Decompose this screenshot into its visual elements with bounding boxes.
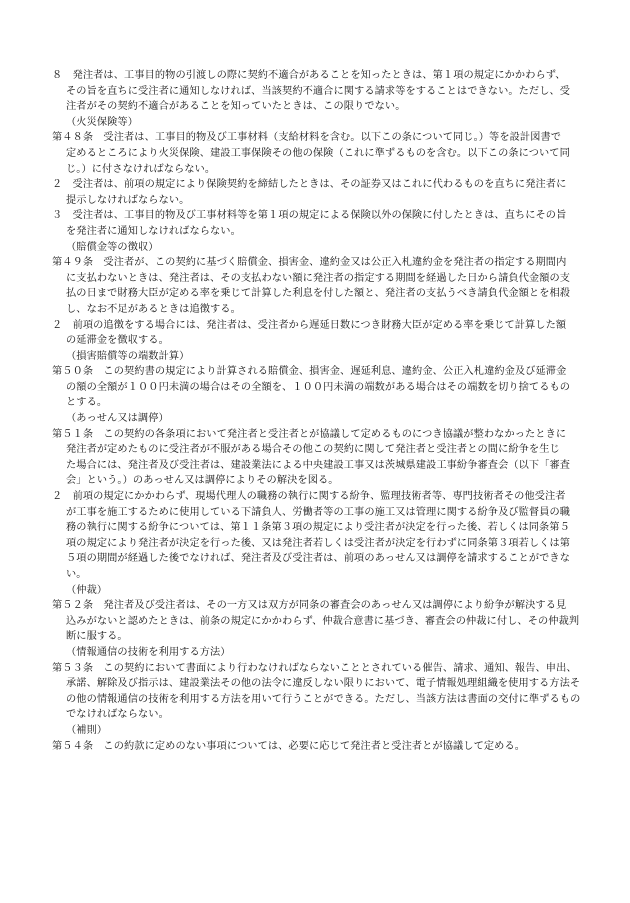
text-line: その旨を直ちに受注者に通知しなければ、当該契約不適合に関する請求等をすることはできない。ただし、受	[66, 85, 571, 97]
text-line: 断に服する。	[66, 631, 128, 643]
article-49-heading: （賠償金等の徴収）	[66, 241, 159, 253]
text-line: ５項の期間が経過した後でなければ、発注者及び受注者は、前項のあっせん又は調停を請求することができな	[66, 553, 570, 565]
text-line: の延滞金を徴収する。	[66, 335, 169, 347]
text-line: 第５３条 この契約において書面により行わなければならないこととされている催告、請求、通知、報告、申出、	[52, 662, 577, 674]
text-line: 第４８条 受注者は、工事目的物及び工事材料（支給材料を含む。以下この条について同じ。）等を設計図書で	[52, 132, 562, 144]
text-line: とする。	[66, 397, 108, 409]
text-line: の額の全額が１００円未満の場合はその全額を、１００円未満の端数がある場合はその端数を切り捨てるもの	[66, 381, 571, 393]
text-line: じ。）に付さなければならない。	[66, 163, 216, 175]
article-51	[52, 427, 592, 489]
text-line: 第５２条 発注者及び受注者は、その一方又は双方が同条の審査会のあっせん又は調停により紛争が解決する見	[52, 600, 567, 612]
article-49-2	[52, 318, 592, 349]
text-line: ３ 受注者は、工事目的物及び工事材料等を第１項の規定による保険以外の保険に付したときは、直ちにその旨	[52, 210, 567, 222]
text-line: 払の日まで財務大臣が定める率を乗じて計算した利息を付した額と、発注者の支払うべき請負代金額とを相殺	[66, 288, 571, 300]
text-line: ８ 発注者は、工事目的物の引渡しの際に契約不適合があることを知ったときは、第１項の規定にかかわらず、	[52, 70, 566, 81]
text-line: 項の規定により発注者が決定を行った後、又は発注者若しくは受注者が決定を行わずに同条第３項若しくは第	[66, 537, 571, 549]
article-52-heading: （仲裁）	[66, 584, 108, 596]
article-54-heading: （補則）	[66, 724, 108, 736]
article-53	[52, 661, 592, 723]
article-53-heading: （情報通信の技術を利用する方法）	[66, 646, 231, 658]
text-line: 第４９条 受注者が、この契約に基づく賠償金、損害金、違約金又は公正入札違約金を発注者の指定する期間内	[52, 257, 567, 269]
article-50	[52, 364, 592, 411]
text-line: を発注者に通知しなければならない。	[66, 225, 241, 237]
text-line: 会」という。）のあっせん又は調停によりその解決を図る。	[66, 475, 339, 487]
article-51-2	[52, 489, 592, 583]
text-line: 込みがないと認めたときは、前条の規定にかかわらず、仲裁合意書に基づき、審査会の仲裁に付し、その仲裁判	[66, 615, 580, 627]
text-line: が工事を施工するために使用している下請負人、労働者等の工事の施工又は管理に関する紛争及び監督員の職	[66, 506, 571, 518]
article-51-heading: （あっせん又は調停）	[66, 413, 169, 425]
text-line: ２ 前項の追徴をする場合には、発注者は、受注者から遅延日数につき財務大臣が定める率を乗じて計算した額	[52, 319, 567, 331]
text-line: た場合には、発注者及び受注者は、建設業法による中央建設工事又は茨城県建設工事紛争審査会（以下「審査	[66, 459, 571, 471]
document-body	[52, 68, 592, 754]
article-48	[52, 130, 592, 177]
article-48-heading: （火災保険等）	[66, 116, 139, 128]
clause-48-8	[52, 68, 592, 115]
text-line: でなければならない。	[66, 709, 169, 721]
article-54	[52, 739, 592, 755]
text-line: 定めるところにより火災保険、建設工事保険その他の保険（これに準ずるものを含む。以下この条について同	[66, 147, 570, 159]
article-52	[52, 598, 592, 645]
text-line: 提示しなければならない。	[66, 194, 190, 206]
text-line: の他の情報通信の技術を利用する方法を用いて行うことができる。ただし、当該方法は書面の交付に準ずるもの	[66, 693, 581, 705]
article-48-3	[52, 208, 592, 239]
text-line: 務の執行に関する紛争については、第１１条第３項の規定により受注者が決定を行った後、若しくは同条第５	[66, 522, 570, 534]
text-line: し、なお不足があるときは追徴する。	[66, 303, 241, 315]
text-line: ２ 受注者は、前項の規定により保険契約を締結したときは、その証券又はこれに代わるものを直ちに発注者に	[52, 179, 567, 191]
text-line: 第５０条 この契約書の規定により計算される賠償金、損害金、遅延利息、違約金、公正入札違約金及び延滞金	[52, 366, 567, 378]
article-49	[52, 255, 592, 317]
text-line: 第５１条 この契約の各条項において発注者と受注者とが協議して定めるものにつき協議が整わなかったときに	[52, 428, 567, 440]
text-line: 注者がその契約不適合があることを知っていたときは、この限りでない。	[66, 101, 406, 113]
text-line: に支払わないときは、発注者は、その支払わない額に発注者の指定する期間を経過した日から請負代金額の支	[66, 272, 571, 284]
text-line: 承諾、解除及び指示は、建設業法その他の法令に違反しない限りにおいて、電子情報処理組織を使用する方法そ	[66, 678, 581, 690]
article-50-heading: （損害賠償等の端数計算）	[66, 350, 190, 362]
text-line: ２ 前項の規定にかかわらず、現場代理人の職務の執行に関する紛争、監理技術者等、専門技術者その他受注者	[52, 491, 566, 503]
article-48-2	[52, 177, 592, 208]
text-line: 第５４条 この約款に定めのない事項については、必要に応じて発注者と受注者とが協議して定める。	[52, 740, 526, 752]
text-line: い。	[66, 569, 87, 580]
text-line: 発注者が定めたものに受注者が不服がある場合その他この契約に関して発注者と受注者との間に紛争を生じ	[66, 444, 560, 456]
